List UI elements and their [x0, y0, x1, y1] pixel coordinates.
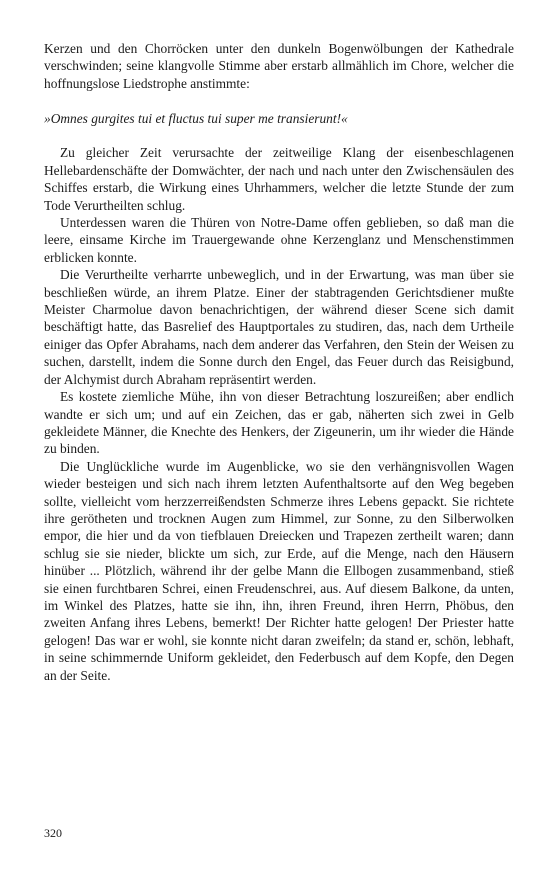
latin-quote: »Omnes gurgites tui et fluctus tui super me transierunt!«: [44, 110, 348, 126]
paragraph-continuation: Kerzen und den Chorröcken unter den dunkeln Bogenwölbungen der Kathedrale verschwinden; seine klangvolle Stimme aber erstarb allmählich im Chore, welcher die hoffnungslose Liedstrophe anstimmte:: [44, 41, 514, 91]
paragraph: Zu gleicher Zeit verursachte der zeitweilige Klang der eisenbeschlagenen Hellebardenschäfte der Domwächter, der nach und nach unter den Zwischensäulen des Schiffes erstarb, die Wirkung eines Uhrhammers, welcher die letzte Stunde der zum Tode Verurtheilten schlug.: [44, 145, 514, 213]
paragraph: Die Verurtheilte verharrte unbeweglich, und in der Erwartung, was man über sie beschließen würde, an ihrem Platze. Einer der stabtragenden Gerichtsdiener mußte Meister Charmolue davon benachrichtigen, der während dieser Scene sich damit beschäftigt hatte, das Basrelief des Hauptportales zu studiren, das, nach dem Urtheile einiger das Opfer Abrahams, nach dem anderer das Verfahren, den Stein der Weisen zu suchen, darstellt, indem die Sonne durch den Engel, das Feuer durch das Reisigbund, der Alchymist durch Abraham repräsentirt werden.: [44, 267, 514, 387]
paragraph: Es kostete ziemliche Mühe, ihn von dieser Betrachtung loszureißen; aber endlich wandte er sich um; und auf ein Zeichen, das er gab, näherten sich zwei in Gelb gekleidete Männer, die Knechte des Henkers, der Zigeunerin, um ihr wieder die Hände zu binden.: [44, 389, 514, 457]
book-page: [44, 40, 514, 684]
page-number: 320: [44, 826, 62, 840]
paragraph: Unterdessen waren die Thüren von Notre-Dame offen geblieben, so daß man die leere, einsame Kirche im Trauergewande ohne Kerzenglanz und Menschenstimmen erblicken konnte.: [44, 215, 514, 265]
paragraph: Die Unglückliche wurde im Augenblicke, wo sie den verhängnisvollen Wagen wieder besteigen und sich nach ihrem letzten Aufenthaltsorte auf den Weg begeben sollte, vielleicht vom herzzerreißendsten Schmerze ihres Lebens gepackt. Sie richtete ihre gerötheten und trocknen Augen zum Himmel, zur Sonne, zu den Silberwolken empor, die hier und da von tiefblauen Dreiecken und Trapezen zertheilt waren; dann schlug sie sie nieder, blickte um sich, zur Erde, auf die Menge, nach den Häusern hinüber ... Plötzlich, während ihr der gelbe Mann die Ellbogen zusammenband, stieß sie einen furchtbaren Schrei, einen Freudenschrei, aus. Auf diesem Balkone, da unten, im Winkel des Platzes, hatte sie ihn, ihn, ihren Freund, ihren Herrn, Phöbus, den zweiten Anfang ihres Lebens, bemerkt! Der Richter hatte gelogen! Der Priester hatte gelogen! Das war er wohl, sie konnte nicht daran zweifeln; da stand er, schön, lebhaft, in seine schimmernde Uniform gekleidet, den Federbusch auf dem Kopfe, den Degen an der Seite.: [44, 458, 514, 683]
page-body-text: [44, 40, 514, 684]
